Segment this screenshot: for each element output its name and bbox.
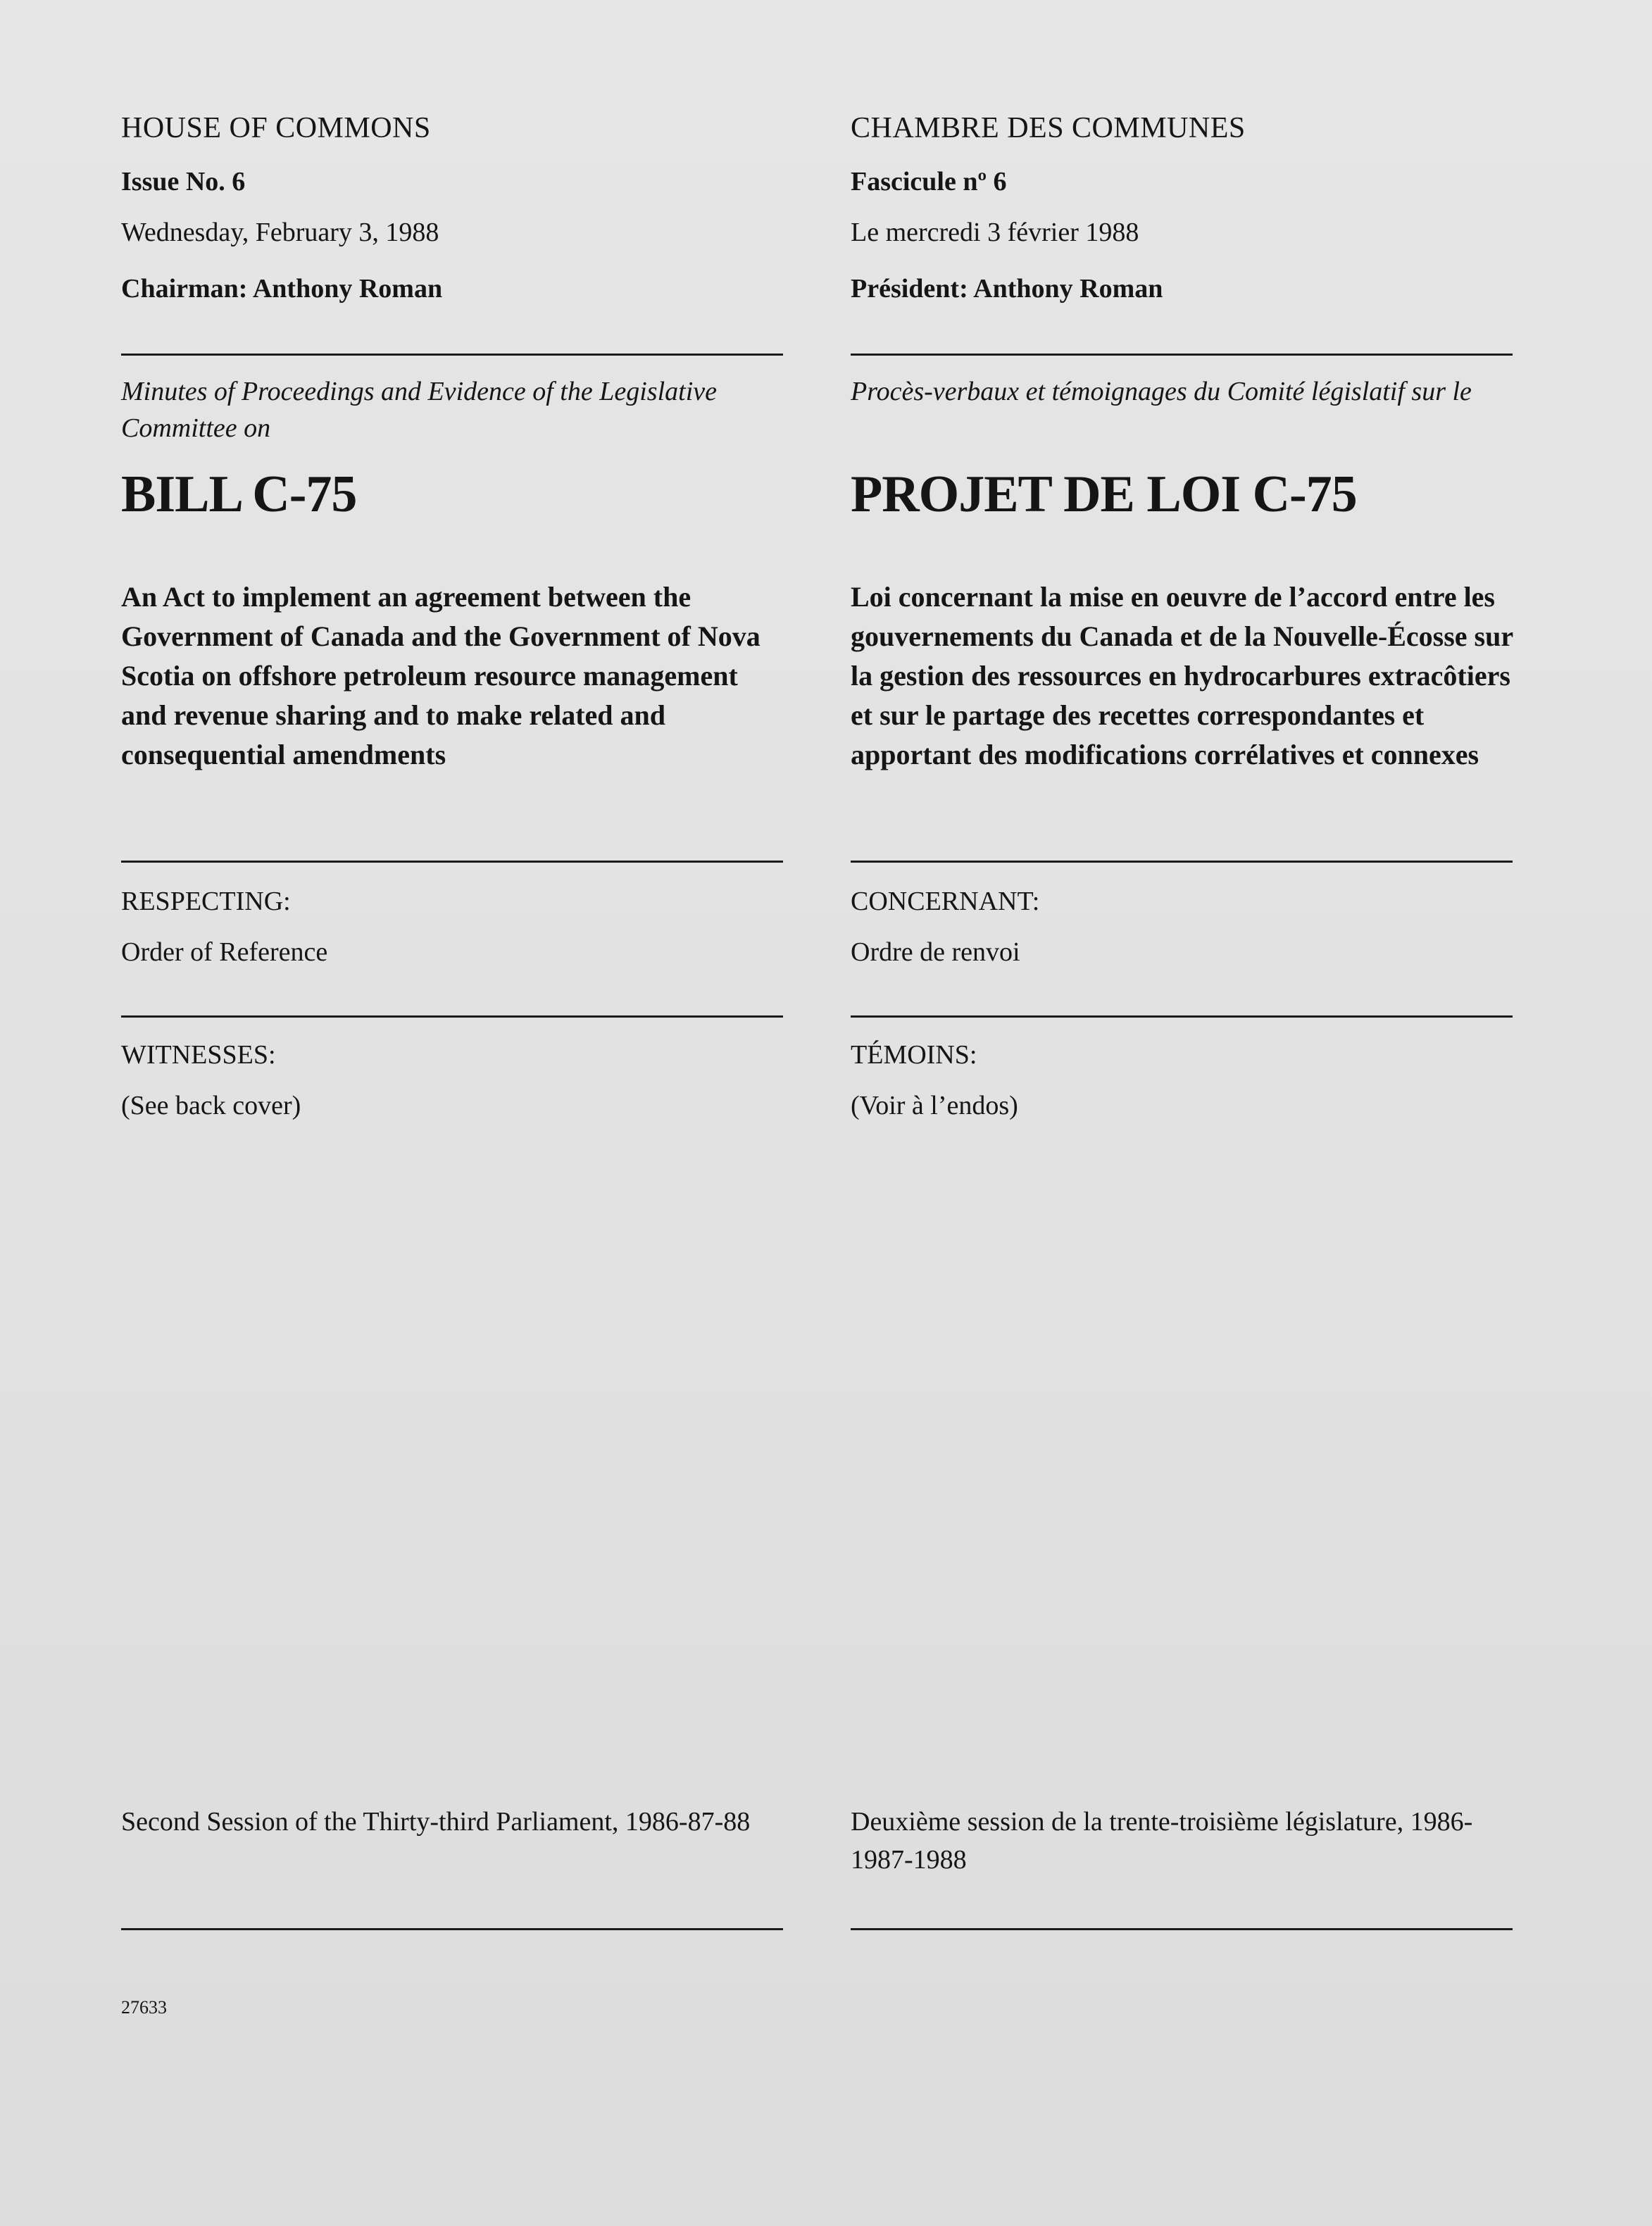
divider-rule xyxy=(851,1928,1513,1930)
house-heading: CHAMBRE DES COMMUNES xyxy=(851,112,1246,144)
issue-date: Wednesday, February 3, 1988 xyxy=(121,218,439,247)
issue-date: Le mercredi 3 février 1988 xyxy=(851,218,1139,247)
witnesses-label: WITNESSES: xyxy=(121,1040,276,1070)
act-description: Loi concernant la mise en oeuvre de l’accord entre les gouvernements du Canada et de la Nouvelle-Écosse sur la gestion des ressources en hydrocarbures extracôtiers et sur le partage des recettes correspondantes et apportant des modifications corrélatives et connexes xyxy=(851,581,1513,770)
divider-rule xyxy=(851,354,1513,356)
session-line: Second Session of the Thirty-third Parliament, 1986-87-88 xyxy=(121,1807,751,1837)
chairman-line: Chairman: Anthony Roman xyxy=(121,274,443,304)
respecting-label: RESPECTING: xyxy=(121,887,291,916)
bill-title: BILL C-75 xyxy=(121,465,357,523)
order-of-reference: Order of Reference xyxy=(121,937,328,967)
bill-title: PROJET DE LOI C-75 xyxy=(851,465,1357,523)
order-of-reference: Ordre de renvoi xyxy=(851,937,1020,967)
see-back-cover: (Voir à l’endos) xyxy=(851,1091,1018,1120)
divider-rule xyxy=(121,1928,783,1930)
issue-number: Fascicule nº 6 xyxy=(851,167,1007,196)
divider-rule xyxy=(851,861,1513,863)
respecting-label: CONCERNANT: xyxy=(851,887,1040,916)
divider-rule xyxy=(851,1015,1513,1018)
act-description: An Act to implement an agreement between the Government of Canada and the Government of Nova Scotia on offshore petroleum resource management and revenue sharing and to make related and consequential amendments xyxy=(121,581,761,770)
catalogue-code: 27633 xyxy=(121,1997,167,2018)
witnesses-label: TÉMOINS: xyxy=(851,1040,977,1070)
see-back-cover: (See back cover) xyxy=(121,1091,301,1120)
chairman-line: Président: Anthony Roman xyxy=(851,274,1163,304)
divider-rule xyxy=(121,354,783,356)
house-heading: HOUSE OF COMMONS xyxy=(121,112,431,144)
divider-rule xyxy=(121,861,783,863)
french-column xyxy=(851,0,1513,2226)
minutes-caption: Procès-verbaux et témoignages du Comité législatif sur le xyxy=(851,377,1472,406)
minutes-caption: Minutes of Proceedings and Evidence of the Legislative Committee on xyxy=(121,377,717,443)
divider-rule xyxy=(121,1015,783,1018)
session-line: Deuxième session de la trente-troisième législature, 1986-1987-1988 xyxy=(851,1807,1473,1875)
issue-number: Issue No. 6 xyxy=(121,167,246,196)
english-column xyxy=(121,0,783,2226)
